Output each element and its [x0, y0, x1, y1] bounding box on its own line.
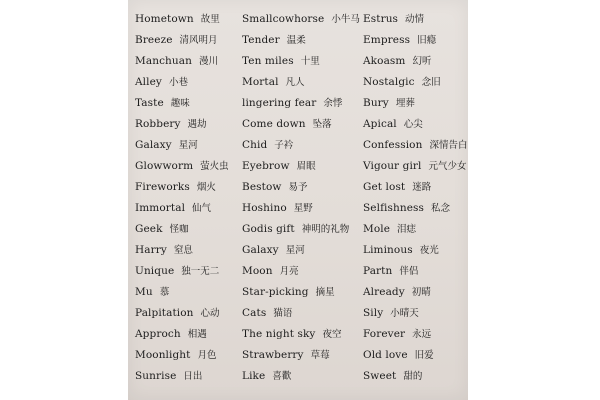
english-word: Galaxy — [242, 244, 279, 256]
word-entry — [242, 177, 360, 198]
chinese-translation: 坠落 — [312, 119, 332, 130]
chinese-translation: 念旧 — [421, 77, 441, 88]
english-word: lingering fear — [242, 97, 317, 109]
chinese-translation: 深情告白 — [429, 140, 468, 151]
chinese-translation: 泪痣 — [397, 224, 417, 235]
english-word: Unique — [135, 265, 175, 277]
word-entry — [363, 219, 467, 240]
chinese-translation: 月色 — [197, 350, 217, 361]
english-word: Godis gift — [242, 223, 295, 235]
word-entry — [363, 324, 467, 345]
word-entry — [135, 51, 229, 72]
vocabulary-sheet — [128, 0, 468, 400]
chinese-translation: 星野 — [293, 203, 313, 214]
english-word: Mortal — [242, 76, 279, 88]
chinese-translation: 猫语 — [273, 308, 293, 319]
chinese-translation: 故里 — [200, 14, 220, 25]
chinese-translation: 夜空 — [322, 329, 342, 340]
word-entry — [242, 303, 360, 324]
english-word: Akoasm — [363, 55, 406, 67]
word-entry — [242, 156, 360, 177]
english-word: Partn — [363, 265, 393, 277]
word-entry — [363, 198, 467, 219]
english-word: Chid — [242, 139, 268, 151]
word-entry — [363, 303, 467, 324]
english-word: Eyebrow — [242, 160, 290, 172]
word-entry — [242, 93, 360, 114]
word-entry — [135, 114, 229, 135]
english-word: Old love — [363, 349, 408, 361]
english-word: Moonlight — [135, 349, 191, 361]
english-word: Tender — [242, 34, 280, 46]
english-word: Vigour girl — [363, 160, 422, 172]
word-entry — [242, 51, 360, 72]
english-word: Fireworks — [135, 181, 190, 193]
chinese-translation: 眉眼 — [296, 161, 316, 172]
english-word: Hoshino — [242, 202, 287, 214]
word-entry — [363, 30, 467, 51]
word-entry — [242, 114, 360, 135]
word-entry — [363, 72, 467, 93]
english-word: Sweet — [363, 370, 397, 382]
chinese-translation: 小巷 — [168, 77, 188, 88]
chinese-translation: 十里 — [300, 56, 320, 67]
word-entry — [135, 30, 229, 51]
word-entry — [363, 345, 467, 366]
english-word: Forever — [363, 328, 406, 340]
word-entry — [135, 366, 229, 387]
word-entry — [363, 177, 467, 198]
word-entry — [363, 51, 467, 72]
english-word: Already — [363, 286, 405, 298]
chinese-translation: 漫川 — [199, 56, 219, 67]
english-word: Cats — [242, 307, 267, 319]
english-word: Moon — [242, 265, 273, 277]
chinese-translation: 私念 — [431, 203, 451, 214]
chinese-translation: 子衿 — [274, 140, 294, 151]
english-word: Palpitation — [135, 307, 194, 319]
word-entry — [242, 30, 360, 51]
english-word: Sily — [363, 307, 384, 319]
english-word: Sunrise — [135, 370, 177, 382]
english-word: Empress — [363, 34, 411, 46]
chinese-translation: 迷路 — [412, 182, 432, 193]
english-word: Galaxy — [135, 139, 172, 151]
word-entry — [363, 366, 467, 387]
word-entry — [135, 303, 229, 324]
chinese-translation: 凡人 — [285, 77, 305, 88]
chinese-translation: 月亮 — [279, 266, 299, 277]
word-entry — [363, 240, 467, 261]
chinese-translation: 相遇 — [187, 329, 207, 340]
chinese-translation: 趣味 — [170, 98, 190, 109]
word-entry — [363, 9, 467, 30]
english-word: Breeze — [135, 34, 173, 46]
word-entry — [135, 345, 229, 366]
word-entry — [135, 219, 229, 240]
chinese-translation: 烟火 — [196, 182, 216, 193]
chinese-translation: 温柔 — [286, 35, 306, 46]
column-1 — [135, 9, 229, 387]
word-entry — [135, 72, 229, 93]
english-word: The night sky — [242, 328, 316, 340]
chinese-translation: 旧瘾 — [417, 35, 437, 46]
english-word: Selfishness — [363, 202, 425, 214]
column-2 — [242, 9, 360, 387]
english-word: Harry — [135, 244, 167, 256]
english-word: Robbery — [135, 118, 181, 130]
english-word: Liminous — [363, 244, 413, 256]
chinese-translation: 窒息 — [173, 245, 193, 256]
english-word: Manchuan — [135, 55, 193, 67]
english-word: Hometown — [135, 13, 194, 25]
word-entry — [135, 324, 229, 345]
english-word: Approch — [135, 328, 181, 340]
chinese-translation: 动情 — [405, 14, 425, 25]
english-word: Estrus — [363, 13, 399, 25]
chinese-translation: 慕 — [159, 287, 170, 298]
chinese-translation: 仙气 — [192, 203, 212, 214]
english-word: Immortal — [135, 202, 186, 214]
english-word: Mu — [135, 286, 153, 298]
chinese-translation: 幻听 — [412, 56, 432, 67]
english-word: Ten miles — [242, 55, 294, 67]
english-word: Star-picking — [242, 286, 309, 298]
word-entry — [135, 156, 229, 177]
chinese-translation: 怪咖 — [169, 224, 189, 235]
word-entry — [135, 177, 229, 198]
word-entry — [242, 366, 360, 387]
chinese-translation: 初晴 — [411, 287, 431, 298]
chinese-translation: 心尖 — [403, 119, 423, 130]
chinese-translation: 伴侣 — [399, 266, 419, 277]
word-entry — [135, 9, 229, 30]
word-entry — [135, 261, 229, 282]
chinese-translation: 草莓 — [310, 350, 330, 361]
word-entry — [135, 135, 229, 156]
word-entry — [135, 282, 229, 303]
chinese-translation: 元气少女 — [428, 161, 467, 172]
english-word: Strawberry — [242, 349, 304, 361]
word-entry — [242, 324, 360, 345]
word-entry — [363, 93, 467, 114]
english-word: Alley — [135, 76, 162, 88]
word-entry — [242, 240, 360, 261]
word-entry — [363, 114, 467, 135]
chinese-translation: 独一无二 — [181, 266, 220, 277]
english-word: Mole — [363, 223, 391, 235]
chinese-translation: 摘星 — [315, 287, 335, 298]
chinese-translation: 星河 — [285, 245, 305, 256]
chinese-translation: 小晴天 — [390, 308, 419, 319]
word-entry — [242, 72, 360, 93]
word-entry — [135, 198, 229, 219]
english-word: Get lost — [363, 181, 406, 193]
english-word: Nostalgic — [363, 76, 415, 88]
word-entry — [242, 345, 360, 366]
english-word: Confession — [363, 139, 423, 151]
word-entry — [242, 261, 360, 282]
english-word: Like — [242, 370, 266, 382]
chinese-translation: 旧爱 — [414, 350, 434, 361]
chinese-translation: 小牛马 — [331, 14, 360, 25]
word-entry — [363, 261, 467, 282]
chinese-translation: 萤火虫 — [200, 161, 229, 172]
word-entry — [363, 135, 467, 156]
chinese-translation: 喜歡 — [272, 371, 292, 382]
chinese-translation: 神明的礼物 — [301, 224, 350, 235]
chinese-translation: 日出 — [183, 371, 203, 382]
chinese-translation: 埋葬 — [395, 98, 415, 109]
chinese-translation: 易予 — [288, 182, 308, 193]
chinese-translation: 遇劫 — [187, 119, 207, 130]
word-entry — [135, 240, 229, 261]
word-entry — [135, 93, 229, 114]
chinese-translation: 心动 — [200, 308, 220, 319]
chinese-translation: 余悸 — [323, 98, 343, 109]
word-entry — [242, 282, 360, 303]
chinese-translation: 星河 — [178, 140, 198, 151]
word-entry — [242, 219, 360, 240]
chinese-translation: 清风明月 — [179, 35, 218, 46]
english-word: Apical — [363, 118, 397, 130]
english-word: Bury — [363, 97, 389, 109]
chinese-translation: 夜光 — [419, 245, 439, 256]
column-3 — [363, 9, 467, 387]
english-word: Taste — [135, 97, 164, 109]
chinese-translation: 永远 — [412, 329, 432, 340]
english-word: Glowworm — [135, 160, 194, 172]
word-entry — [242, 198, 360, 219]
word-entry — [363, 156, 467, 177]
english-word: Geek — [135, 223, 163, 235]
word-entry — [242, 9, 360, 30]
chinese-translation: 甜的 — [403, 371, 423, 382]
english-word: Come down — [242, 118, 306, 130]
english-word: Bestow — [242, 181, 282, 193]
english-word: Smallcowhorse — [242, 13, 325, 25]
word-entry — [363, 282, 467, 303]
word-entry — [242, 135, 360, 156]
